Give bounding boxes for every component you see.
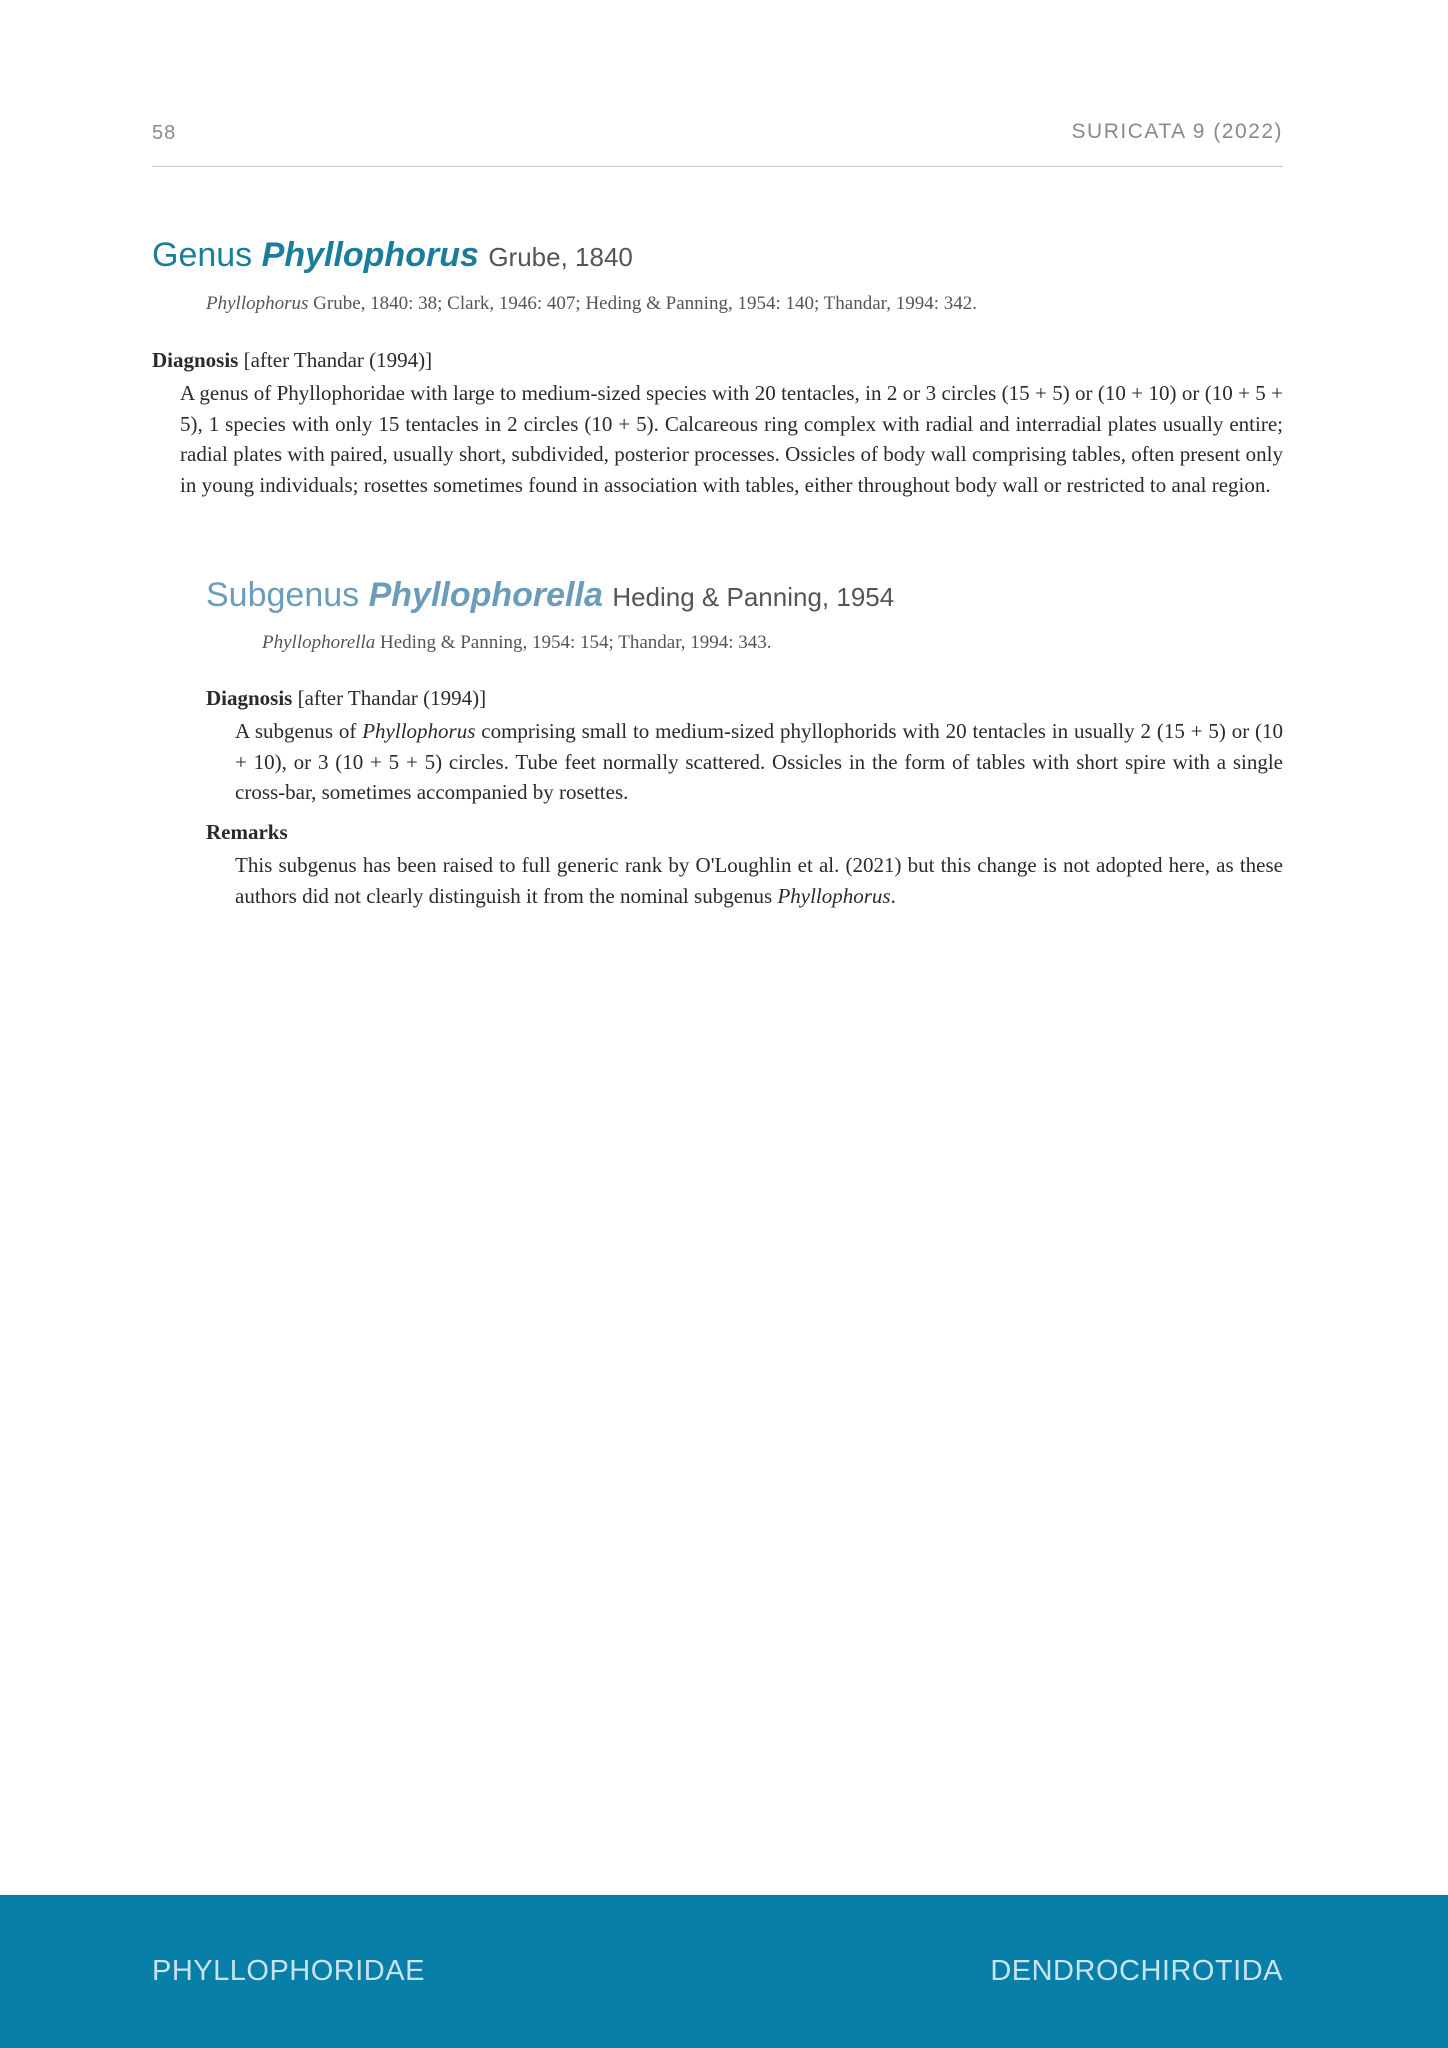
genus-synonymy-name: Phyllophorus bbox=[206, 293, 309, 314]
journal-title: SURICATA 9 (2022) bbox=[1071, 120, 1283, 143]
subgenus-diagnosis-text bbox=[235, 716, 1283, 808]
remarks-label bbox=[206, 820, 288, 845]
genus-heading bbox=[152, 236, 633, 275]
page-footer bbox=[0, 1895, 1448, 2048]
genus-synonymy bbox=[206, 293, 977, 315]
diagnosis-text-post: comprising small to medium-sized phyllophorids with 20 tentacles in usually 2 (15 + 5) or (10 + 10), or 3 (10 + 5 + 5) circles. Tube feet normally scattered. Ossicles in the form of tables with short spire with a single cross-bar, sometimes accompanied by rosettes. bbox=[235, 719, 1284, 804]
subgenus-authority: Heding & Panning, 1954 bbox=[612, 582, 895, 612]
genus-diagnosis-label bbox=[152, 348, 432, 373]
footer-family: PHYLLOPHORIDAE bbox=[152, 1955, 425, 1987]
page-header bbox=[152, 118, 1283, 167]
diagnosis-label: Diagnosis bbox=[152, 348, 239, 372]
subgenus-heading bbox=[206, 576, 894, 615]
genus-name: Phyllophorus bbox=[261, 236, 479, 274]
remarks-text-post: . bbox=[890, 883, 896, 908]
subgenus-synonymy-refs: Heding & Panning, 1954: 154; Thandar, 1994: 343. bbox=[380, 632, 772, 653]
subgenus-name: Phyllophorella bbox=[368, 576, 603, 614]
genus-authority: Grube, 1840 bbox=[488, 242, 633, 272]
genus-diagnosis-text: A genus of Phyllophoridae with large to medium-sized species with 20 tentacles, in 2 or 3 circles (15 + 5) or (10 + 10) or (10 + 5 + 5), 1 species with only 15 tentacles in 2 circles (10 + 5). Calcareous ring complex with radial and interradial plates usually entire; radial plates with paired, usually short, subdivided, posterior processes. Ossicles of body wall comprising tables, often present only in young individuals; rosettes sometimes found in association with tables, either throughout body wall or restricted to anal region. bbox=[180, 381, 1283, 497]
diagnosis-label: Diagnosis bbox=[206, 686, 293, 710]
remarks-heading: Remarks bbox=[206, 820, 288, 844]
diagnosis-source: [after Thandar (1994)] bbox=[297, 686, 487, 710]
genus-synonymy-refs: Grube, 1840: 38; Clark, 1946: 407; Heding & Panning, 1954: 140; Thandar, 1994: 342. bbox=[313, 293, 977, 314]
genus-rank: Genus bbox=[152, 236, 253, 274]
subgenus-diagnosis-label bbox=[206, 686, 486, 711]
diagnosis-source: [after Thandar (1994)] bbox=[243, 348, 433, 372]
remarks-text-taxon: Phyllophorus bbox=[777, 883, 891, 908]
page-number: 58 bbox=[152, 122, 177, 144]
subgenus-rank: Subgenus bbox=[206, 576, 360, 614]
subgenus-synonymy bbox=[262, 632, 772, 654]
remarks-text bbox=[235, 850, 1283, 911]
subgenus-synonymy-name: Phyllophorella bbox=[262, 632, 376, 653]
footer-order: DENDROCHIROTIDA bbox=[990, 1955, 1283, 1987]
remarks-text-pre: This subgenus has been raised to full generic rank by O'Loughlin et al. (2021) but this change is not adopted here, as these authors did not clearly distinguish it from the nominal subgenus bbox=[235, 853, 1283, 908]
diagnosis-text-taxon: Phyllophorus bbox=[362, 719, 476, 743]
diagnosis-text-pre: A subgenus of bbox=[235, 719, 357, 743]
